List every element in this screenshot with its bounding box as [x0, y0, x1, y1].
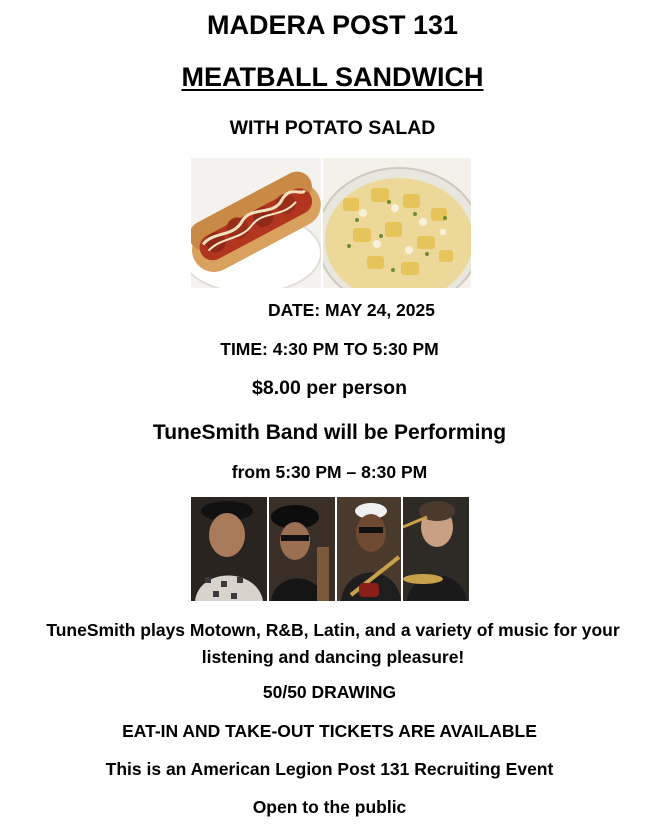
event-date: DATE: MAY 24, 2025 — [268, 300, 435, 320]
band-time: from 5:30 PM – 8:30 PM — [231, 462, 428, 482]
flyer-title: MADERA POST 131 — [206, 10, 459, 40]
tickets-notice: EAT-IN AND TAKE-OUT TICKETS ARE AVAILABLE — [122, 721, 537, 741]
recruiting-notice: This is an American Legion Post 131 Recruiting Event — [105, 759, 554, 779]
potato-salad-photo — [323, 158, 471, 288]
event-time: TIME: 4:30 PM TO 5:30 PM — [220, 339, 439, 359]
flyer-subtitle: MEATBALL SANDWICH — [181, 62, 484, 92]
band-description: TuneSmith plays Motown, R&B, Latin, and a variety of music for your listening and dancing pleasure! — [46, 620, 620, 667]
side-dish: WITH POTATO SALAD — [229, 117, 436, 139]
public-notice: Open to the public — [252, 797, 407, 817]
drawing-notice: 50/50 DRAWING — [262, 682, 397, 702]
event-price: $8.00 per person — [252, 377, 407, 399]
band-members-photo — [191, 497, 469, 601]
meatball-sandwich-photo — [191, 158, 321, 288]
band-announcement: TuneSmith Band will be Performing — [152, 421, 507, 444]
